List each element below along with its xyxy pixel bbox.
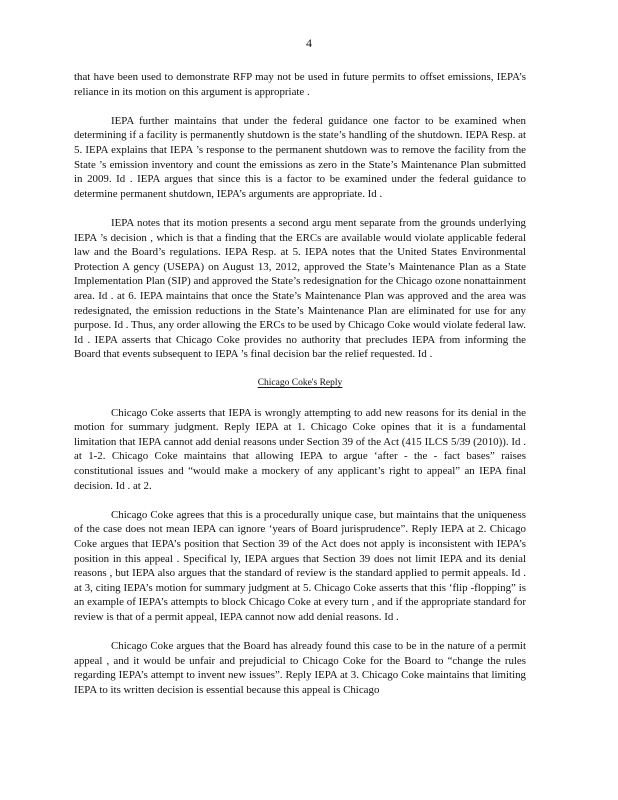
paragraph-unique-case: Chicago Coke agrees that this is a procedurally unique case, but maintains that the uniqueness of the case does not mean IEPA can ignore ‘years of Board jurisprudence”. Reply IEPA at 2. Chicago Coke argues that IEPA’s position that Section 39 of the Act does not apply is inconsistent with IEPA’s position in this appeal . Specifical ly, IEPA argues that Section 39 does not limit IEPA and its denial reasons , but IEPA also argues that the standard of review is the standard applied to permit appeals. Id . at 3, citing IEPA’s motion for summary judgment at 5. Chicago Coke asserts that this ‘flip -flopping” is an example of IEPA’s attempts to block Chicago Coke at every turn , and if the appropriate standard for review is that of a permit appeal, IEPA cannot now add denial reasons. Id . — [74, 508, 526, 623]
page-number: 4 — [306, 36, 312, 50]
paragraph-continuation: that have been used to demonstrate RFP may not be used in future permits to offset emissions, IEPA’s reliance in its motion on this argument is appropriate . — [74, 71, 526, 98]
paragraph-new-reasons: Chicago Coke asserts that IEPA is wrongly attempting to add new reasons for its denial in the motion for summary judgment. Reply IEPA at 1. Chicago Coke opines that it is a fundamental limitation that IEPA cannot add denial reasons under Section 39 of the Act (415 ILCS 5/39 (2010)). Id . at 1-2. Chicago Coke maintains that allowing IEPA to argue ‘after - the - fact bases” raises constitutional issues and “would make a mockery of any applicant’s right to appeal” an IEPA final decision. Id . at 2. — [74, 406, 526, 492]
paragraph-permit-appeal: Chicago Coke argues that the Board has already found this case to be in the nature of a permit appeal , and it would be unfair and prejudicial to Chicago Coke for the Board to “change the rules regarding IEPA’s attempt to invent new issues”. Reply IEPA at 3. Chicago Coke maintains that limiting IEPA to its written decision is essential because this appeal is Chicago — [74, 640, 526, 696]
document-body — [74, 70, 526, 712]
paragraph-shutdown-guidance: IEPA further maintains that under the federal guidance one factor to be examined when determining if a facility is permanently shutdown is the state’s handling of the shutdown. IEPA Resp. at 5. IEPA explains that IEPA ’s response to the permanent shutdown was to remove the facility from the State ’s emission inventory and count the emissions as zero in the State’s Maintenance Plan submitted in 2009. Id . IEPA argues that since this is a factor to be examined under the federal guidance to determine permanent shutdown, IEPA’s arguments are appropriate. Id . — [74, 114, 526, 200]
section-heading — [74, 376, 526, 391]
section-heading-text: Chicago Coke's Reply — [257, 378, 343, 389]
paragraph-federal-law: IEPA notes that its motion presents a second argu ment separate from the grounds underlying IEPA ’s decision , which is that a finding that the ERCs are available would violate applicable federal law and the Board’s regulations. IEPA Resp. at 5. IEPA notes that the United States Environmental Protection A gency (USEPA) on August 13, 2012, approved the State’s Maintenance Plan as a State Implementation Plan (SIP) and approved the State’s redesignation for the Chicago ozone nonattainment area. Id . at 6. IEPA maintains that once the State’s Maintenance Plan was approved and the area was redesignated, the emission reductions in the State’s Maintenance Plan are eliminated for use for any purpose. Id . Thus, any order allowing the ERCs to be used by Chicago Coke would violate federal law. Id . IEPA asserts that Chicago Coke provides no authority that precludes IEPA from informing the Board that events subsequent to IEPA ’s final decision bar the relief requested. Id . — [74, 216, 526, 361]
